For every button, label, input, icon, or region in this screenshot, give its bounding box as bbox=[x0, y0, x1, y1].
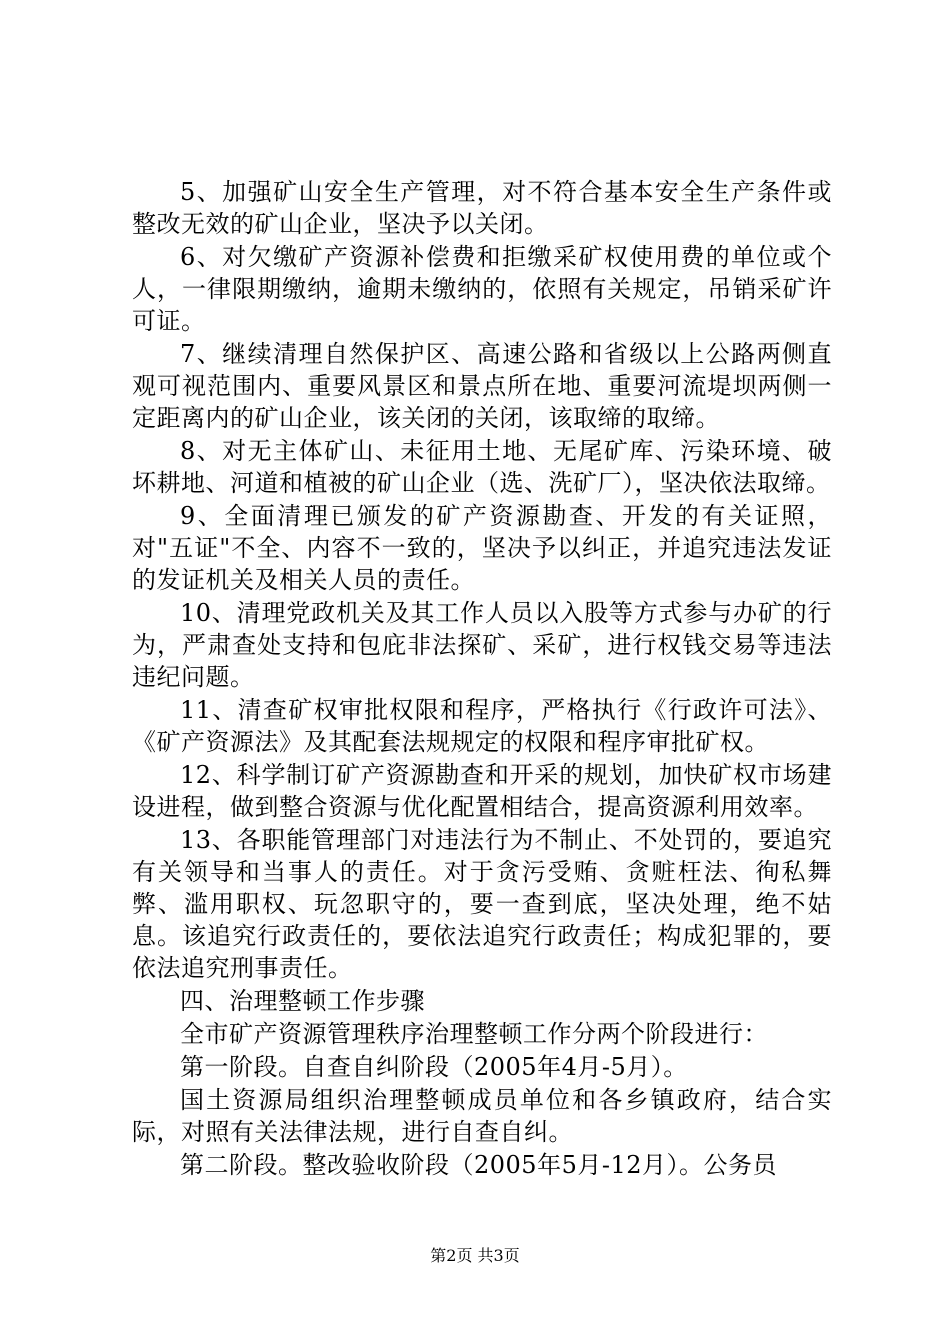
paragraph-7: 7、继续清理自然保护区、高速公路和省级以上公路两侧直观可视范围内、重要风景区和景点所在地、重要河流堤坝两侧一定距离内的矿山企业，该关闭的关闭，该取缔的取缔。 bbox=[132, 340, 832, 432]
paragraph-11: 11、清查矿权审批权限和程序，严格执行《行政许可法》、《矿产资源法》及其配套法规规定的权限和程序审批矿权。 bbox=[132, 696, 832, 756]
page-footer: 第2页 共3页 bbox=[430, 1246, 520, 1265]
paragraph-phase-one: 第一阶段。自查自纠阶段（2005年4月-5月）。 bbox=[180, 1053, 688, 1081]
paragraph-12: 12、科学制订矿产资源勘查和开采的规划，加快矿权市场建设进程，做到整合资源与优化配置相结合，提高资源利用效率。 bbox=[132, 761, 832, 821]
paragraph-6: 6、对欠缴矿产资源补偿费和拒缴采矿权使用费的单位或个人，一律限期缴纳，逾期未缴纳的，依照有关规定，吊销采矿许可证。 bbox=[132, 243, 832, 335]
document-body bbox=[132, 176, 832, 1182]
paragraph-13: 13、各职能管理部门对违法行为不制止、不处罚的，要追究有关领导和当事人的责任。对于贪污受贿、贪赃枉法、徇私舞弊、滥用职权、玩忽职守的，要一查到底，坚决处理，绝不姑息。该追究行政责任的，要依法追究行政责任；构成犯罪的，要依法追究刑事责任。 bbox=[132, 826, 832, 982]
paragraph-10: 10、清理党政机关及其工作人员以入股等方式参与办矿的行为，严肃查处支持和包庇非法探矿、采矿，进行权钱交易等违法违纪问题。 bbox=[132, 599, 832, 691]
paragraph-phase-two: 第二阶段。整改验收阶段（2005年5月-12月）。公务员 bbox=[180, 1151, 777, 1179]
section-heading-steps: 四、治理整顿工作步骤 bbox=[180, 987, 425, 1015]
paragraph-8: 8、对无主体矿山、未征用土地、无尾矿库、污染环境、破坏耕地、河道和植被的矿山企业（选、洗矿厂），坚决依法取缔。 bbox=[132, 437, 832, 497]
paragraph-phases-intro: 全市矿产资源管理秩序治理整顿工作分两个阶段进行： bbox=[180, 1020, 768, 1048]
paragraph-5: 5、加强矿山安全生产管理，对不符合基本安全生产条件或整改无效的矿山企业，坚决予以关闭。 bbox=[132, 178, 832, 238]
paragraph-phase-one-detail: 国土资源局组织治理整顿成员单位和各乡镇政府，结合实际，对照有关法律法规，进行自查自纠。 bbox=[132, 1086, 832, 1146]
paragraph-9: 9、全面清理已颁发的矿产资源勘查、开发的有关证照，对"五证"不全、内容不一致的，坚决予以纠正，并追究违法发证的发证机关及相关人员的责任。 bbox=[132, 502, 832, 594]
